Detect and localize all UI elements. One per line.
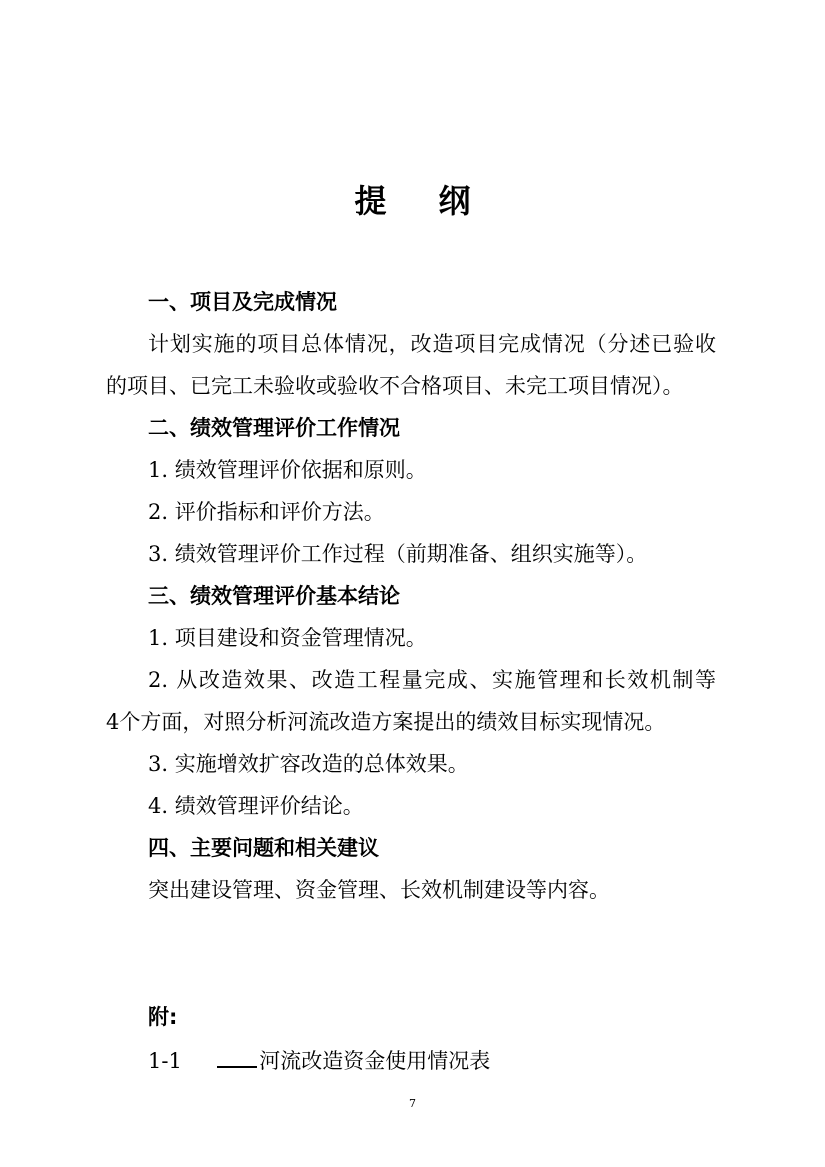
section-3-item-2-line-2: 4个方面，对照分析河流改造方案提出的绩效目标实现情况。 — [106, 710, 666, 734]
appendix-item-title: 河流改造资金使用情况表 — [259, 1049, 491, 1073]
page-title: 提纲 — [354, 182, 523, 220]
section-2-item-3: 3. 绩效管理评价工作过程（前期准备、组织实施等）。 — [148, 542, 648, 566]
section-1-body-line-2: 的项目、已完工未验收或验收不合格项目、未完工项目情况）。 — [106, 374, 684, 398]
appendix-item-1 — [148, 1046, 490, 1074]
section-heading-3: 三、绩效管理评价基本结论 — [148, 584, 400, 608]
section-3-item-1: 1. 项目建设和资金管理情况。 — [148, 626, 427, 650]
fill-in-blank — [217, 1046, 257, 1068]
section-3-item-4: 4. 绩效管理评价结论。 — [148, 794, 364, 818]
section-2-item-1: 1. 绩效管理评价依据和原则。 — [148, 458, 427, 482]
section-1-body-line-1: 计划实施的项目总体情况，改造项目完成情况（分述已验收 — [148, 332, 716, 356]
appendix-item-number: 1-1 — [148, 1049, 182, 1073]
section-heading-2: 二、绩效管理评价工作情况 — [148, 416, 400, 440]
page-number: 7 — [409, 1097, 416, 1110]
section-heading-4: 四、主要问题和相关建议 — [148, 836, 379, 860]
section-2-item-2: 2. 评价指标和评价方法。 — [148, 500, 385, 524]
appendix-label: 附: — [148, 1005, 178, 1029]
section-3-item-3: 3. 实施增效扩容改造的总体效果。 — [148, 752, 469, 776]
section-3-item-2-line-1: 2. 从改造效果、改造工程量完成、实施管理和长效机制等 — [148, 668, 716, 692]
section-4-body: 突出建设管理、资金管理、长效机制建设等内容。 — [148, 878, 610, 902]
section-heading-1: 一、项目及完成情况 — [148, 290, 337, 314]
